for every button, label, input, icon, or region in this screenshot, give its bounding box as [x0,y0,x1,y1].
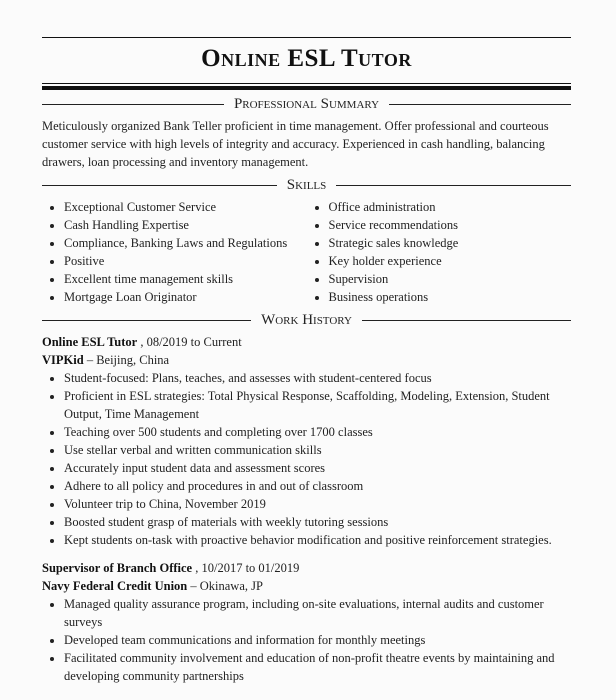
job-title: Online ESL Tutor [42,335,138,349]
list-item: • Compliance, Banking Laws and Regulations [64,234,307,252]
list-item: • Developed team communications and information for monthly meetings [64,631,571,649]
company: VIPKid [42,353,84,367]
list-item: • Business operations [329,288,572,306]
list-item: • Managed quality assurance program, including on-site evaluations, internal audits and customer surveys [64,595,571,631]
list-item: • Facilitated community involvement and education of non-profit theatre events by maintaining and developing community partnerships [64,649,571,685]
list-item: • Kept students on-task with proactive behavior modification and positive reinforcement strategies. [64,531,571,549]
list-item: • Proficient in ESL strategies: Total Physical Response, Scaffolding, Modeling, Extension, Student Output, Time Management [64,387,571,423]
divider [42,86,571,90]
section-heading-work-history: Work History [42,312,571,329]
section-heading-summary: Professional Summary [42,96,571,113]
list-item: • Cash Handling Expertise [64,216,307,234]
company: Navy Federal Credit Union [42,579,188,593]
resume [42,37,571,685]
list-item: • Accurately input student data and assessment scores [64,459,571,477]
list-item: • Positive [64,252,307,270]
job-location: – Okinawa, JP [187,579,263,593]
job-entry [42,559,571,685]
skills-list [42,198,571,306]
job-entry [42,333,571,549]
resume-title: Online ESL Tutor [201,45,412,72]
list-item: • Boosted student grasp of materials with weekly tutoring sessions [64,513,571,531]
list-item: • Office administration [329,198,572,216]
job-dates: , 10/2017 to 01/2019 [195,561,300,575]
job-title: Supervisor of Branch Office [42,561,193,575]
job-location: – Beijing, China [83,353,170,367]
list-item: • Adhere to all policy and procedures in and out of classroom [64,477,571,495]
list-item: • Volunteer trip to China, November 2019 [64,495,571,513]
list-item: • Key holder experience [329,252,572,270]
list-item: • Excellent time management skills [64,270,307,288]
list-item: • Use stellar verbal and written communication skills [64,441,571,459]
list-item: • Student-focused: Plans, teaches, and assesses with student-centered focus [64,369,571,387]
list-item: • Supervision [329,270,572,288]
list-item: • Exceptional Customer Service [64,198,307,216]
section-heading-skills: Skills [42,177,571,194]
list-item: • Teaching over 500 students and completing over 1700 classes [64,423,571,441]
list-item: • Strategic sales knowledge [329,234,572,252]
work-history [42,333,571,685]
job-dates: , 08/2019 to Current [140,335,242,349]
list-item: • Service recommendations [329,216,572,234]
divider [42,37,571,38]
list-item: • Mortgage Loan Originator [64,288,307,306]
summary-text: Meticulously organized Bank Teller proficient in time management. Offer professional and courteous customer service with high levels of integrity and accuracy. Experienced in cash handling, balancing drawers, loan processing and inventory management. [42,119,549,169]
